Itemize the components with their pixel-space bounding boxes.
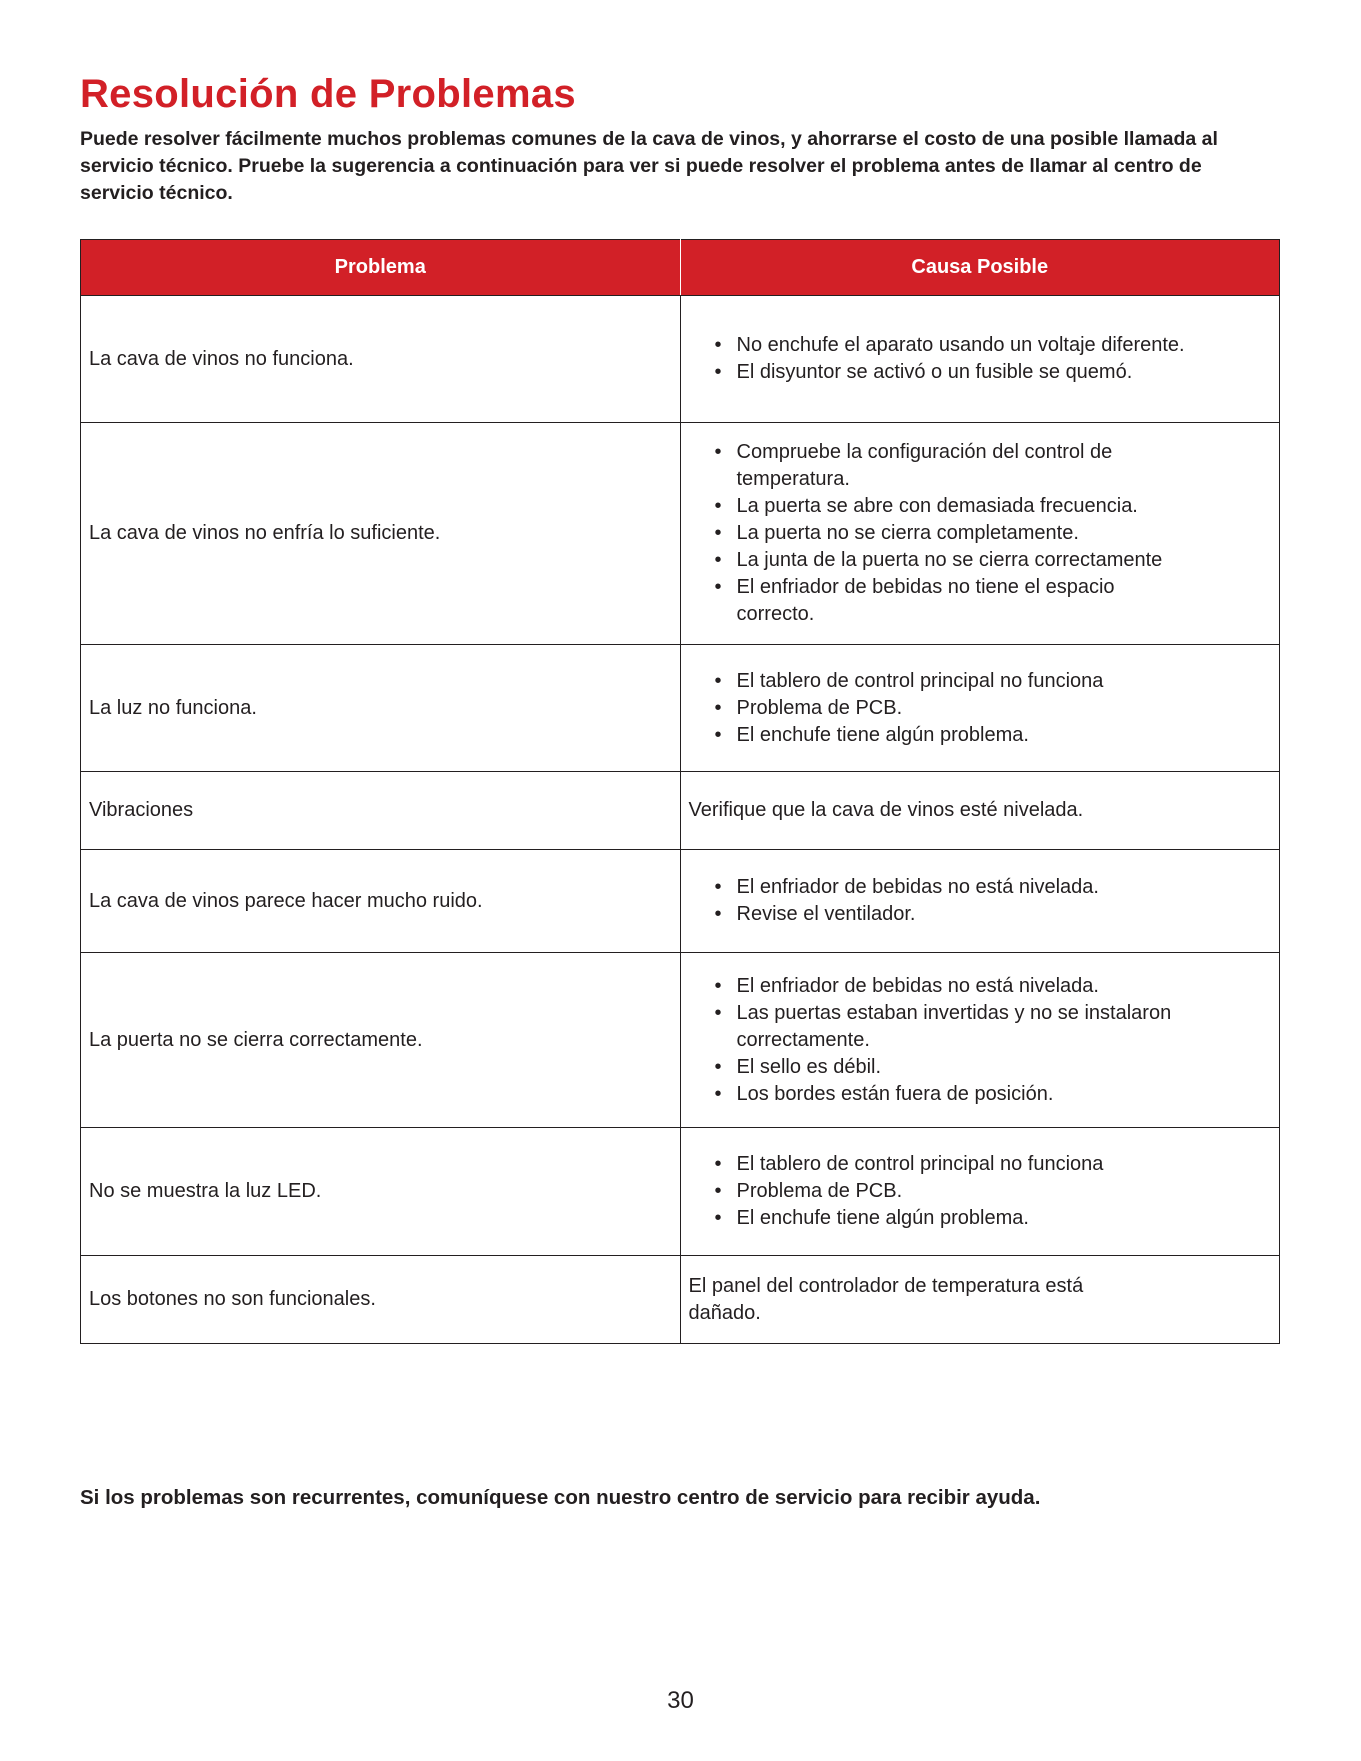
cause-list — [689, 668, 1272, 749]
header-problem: Problema — [81, 240, 681, 296]
header-cause: Causa Posible — [680, 240, 1280, 296]
page-number: 30 — [667, 1687, 694, 1714]
cause-item: • La puerta se abre con demasiada frecuencia. — [737, 493, 1272, 520]
cause-item: • La junta de la puerta no se cierra correctamente — [737, 547, 1272, 574]
cause-item: • Los bordes están fuera de posición. — [737, 1081, 1272, 1108]
cause-list — [689, 874, 1272, 928]
cause-cell: Verifique que la cava de vinos esté nivelada. — [680, 772, 1280, 850]
cause-list — [689, 332, 1187, 386]
cause-item: • Revise el ventilador. — [737, 901, 1272, 928]
table-row — [81, 850, 1280, 953]
cause-item: • El sello es débil. — [737, 1054, 1272, 1081]
problem-cell: La puerta no se cierra correctamente. — [81, 953, 681, 1128]
problem-cell: La cava de vinos no enfría lo suficiente. — [81, 423, 681, 645]
troubleshooting-table — [80, 239, 1280, 1344]
table-row — [81, 1128, 1280, 1256]
table-row — [81, 953, 1280, 1128]
cause-item: • No enchufe el aparato usando un voltaje diferente. — [737, 332, 1187, 359]
cause-list — [689, 973, 1272, 1108]
cause-cell — [680, 296, 1280, 423]
intro-paragraph: Puede resolver fácilmente muchos problemas comunes de la cava de vinos, y ahorrarse el costo de una posible llamada al servicio técnico. Pruebe la sugerencia a continuación para ver si puede resolver el problema antes de llamar al centro de servicio técnico. — [80, 128, 1218, 204]
problem-cell: La luz no funciona. — [81, 645, 681, 772]
problem-cell: Los botones no son funcionales. — [81, 1256, 681, 1344]
page-title: Resolución de Problemas — [80, 72, 576, 116]
cause-cell — [680, 1128, 1280, 1256]
cause-cell — [680, 1256, 1280, 1344]
cause-cell — [680, 953, 1280, 1128]
cause-item: • Las puertas estaban invertidas y no se instalaron correctamente. — [737, 1000, 1277, 1054]
cause-item: • Compruebe la configuración del control de temperatura. — [737, 439, 1187, 493]
table-row — [81, 1256, 1280, 1344]
table-row — [81, 296, 1280, 423]
problem-cell: Vibraciones — [81, 772, 681, 850]
cause-item: • Problema de PCB. — [737, 1178, 1272, 1205]
table-row — [81, 645, 1280, 772]
cause-list — [689, 1151, 1272, 1232]
table-header-row — [81, 240, 1280, 296]
footer-note: Si los problemas son recurrentes, comuníquese con nuestro centro de servicio para recibir ayuda. — [80, 1486, 1041, 1509]
problem-cell: La cava de vinos parece hacer mucho ruido. — [81, 850, 681, 953]
cause-item: • El enfriador de bebidas no está nivelada. — [737, 973, 1272, 1000]
table-row — [81, 772, 1280, 850]
cause-text: El panel del controlador de temperatura está dañado. — [688, 1274, 1084, 1324]
cause-item: • El enfriador de bebidas no tiene el espacio correcto. — [737, 574, 1187, 628]
cause-cell — [680, 645, 1280, 772]
cause-item: • Problema de PCB. — [737, 695, 1272, 722]
problem-cell: La cava de vinos no funciona. — [81, 296, 681, 423]
cause-item: • El enfriador de bebidas no está nivelada. — [737, 874, 1272, 901]
cause-item: • El enchufe tiene algún problema. — [737, 722, 1272, 749]
cause-item: • El disyuntor se activó o un fusible se quemó. — [737, 359, 1187, 386]
cause-list — [689, 439, 1272, 628]
cause-item: • El tablero de control principal no funciona — [737, 668, 1272, 695]
cause-item: • La puerta no se cierra completamente. — [737, 520, 1272, 547]
cause-cell — [680, 423, 1280, 645]
cause-item: • El enchufe tiene algún problema. — [737, 1205, 1272, 1232]
problem-cell: No se muestra la luz LED. — [81, 1128, 681, 1256]
cause-item: • El tablero de control principal no funciona — [737, 1151, 1272, 1178]
table-row — [81, 423, 1280, 645]
cause-cell — [680, 850, 1280, 953]
